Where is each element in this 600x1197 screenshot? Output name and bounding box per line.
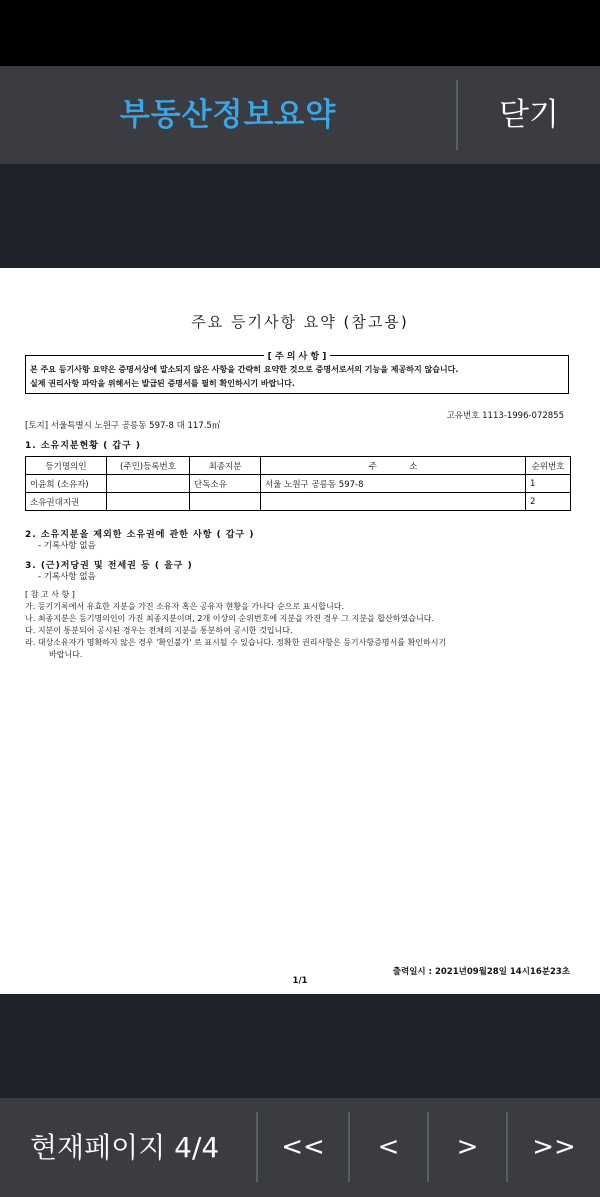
table-cell [107, 493, 190, 511]
document-viewer-background [0, 994, 600, 1098]
last-page-button[interactable]: >> [532, 1132, 576, 1162]
notice-box [25, 352, 569, 394]
notes-item: 가. 등기기록에서 유효한 지분을 가진 소유자 혹은 공유자 현황을 가나다 순으로 표시합니다. [25, 602, 344, 611]
section2-title: 2. 소유지분을 제외한 소유권에 관한 사항 ( 갑구 ) [25, 530, 255, 540]
footer-bar [0, 1098, 600, 1197]
first-page-button[interactable]: << [281, 1132, 325, 1162]
prev-page-button[interactable]: < [377, 1132, 400, 1162]
document-page [0, 268, 600, 994]
reference-notes [25, 589, 446, 661]
table-row [26, 493, 571, 511]
notes-item: 라. 대상소유자가 명확하지 않은 경우 '확인불가' 로 표시될 수 있습니다. 정확한 권리사항은 등기사항증명서를 확인하시기 [25, 638, 447, 647]
land-info: [토지] 서울특별시 노원구 공릉동 597-8 대 117.5㎡ [25, 421, 221, 431]
table-cell: 2 [526, 493, 571, 511]
table-cell: 소유권대지권 [26, 493, 107, 511]
notes-item: 다. 지분이 통분되어 공시된 경우는 전체의 지분을 통분하여 공시한 것입니다. [25, 626, 293, 635]
table-cell [107, 475, 190, 493]
notes-heading: [ 참 고 사 항 ] [25, 590, 75, 599]
header-bar [0, 66, 600, 164]
page-indicator: 현재페이지 4/4 [30, 1131, 220, 1164]
notice-heading: [ 주 의 사 항 ] [264, 352, 331, 362]
table-row [26, 475, 571, 493]
section1-title: 1. 소유지분현황 ( 갑구 ) [25, 441, 141, 451]
table-cell [261, 493, 526, 511]
table-cell: 서울 노원구 공릉동 597-8 [261, 475, 526, 493]
section3-title: 3. (근)저당권 및 전세권 등 ( 을구 ) [25, 561, 193, 571]
print-time: 출력일시 : 2021년09월28일 14시16분23초 [392, 967, 570, 977]
notice-line-2: 실제 권리사항 파악을 위해서는 발급된 증명서를 필히 확인하시기 바랍니다. [30, 379, 295, 388]
table-cell [190, 493, 261, 511]
status-bar [0, 0, 600, 66]
table-header: 등기명의인 [26, 457, 107, 475]
table-cell: 단독소유 [190, 475, 261, 493]
ownership-table [25, 456, 571, 511]
unique-number: 고유번호 1113-1996-072855 [446, 411, 564, 421]
table-header-row [26, 457, 571, 475]
next-page-button[interactable]: > [456, 1132, 479, 1162]
document-viewer-background [0, 164, 600, 268]
notice-line-1: 본 주요 등기사항 요약은 증명서상에 말소되지 않은 사항을 간략히 요약한 것으로 증명서로서의 기능을 제공하지 않습니다. [30, 365, 459, 374]
section3-content: - 기록사항 없음 [38, 572, 96, 582]
close-button[interactable]: 닫기 [499, 97, 559, 133]
section2-content: - 기록사항 없음 [38, 541, 96, 551]
notes-item: 나. 최종지분은 등기명의인이 가진 최종지분이며, 2개 이상의 순위번호에 지분을 가진 경우 그 지분을 합산하였습니다. [25, 614, 434, 623]
table-cell: 이윤희 (소유자) [26, 475, 107, 493]
document-title: 주요 등기사항 요약 (참고용) [191, 313, 409, 331]
table-cell: 1 [526, 475, 571, 493]
document-page-number: 1/1 [292, 976, 308, 986]
table-header: 순위번호 [526, 457, 571, 475]
table-header: 주 소 [261, 457, 526, 475]
notes-item: 바랍니다. [49, 650, 83, 659]
page-title: 부동산정보요약 [119, 97, 337, 133]
table-header: (주민)등록번호 [107, 457, 190, 475]
table-header: 최종지분 [190, 457, 261, 475]
